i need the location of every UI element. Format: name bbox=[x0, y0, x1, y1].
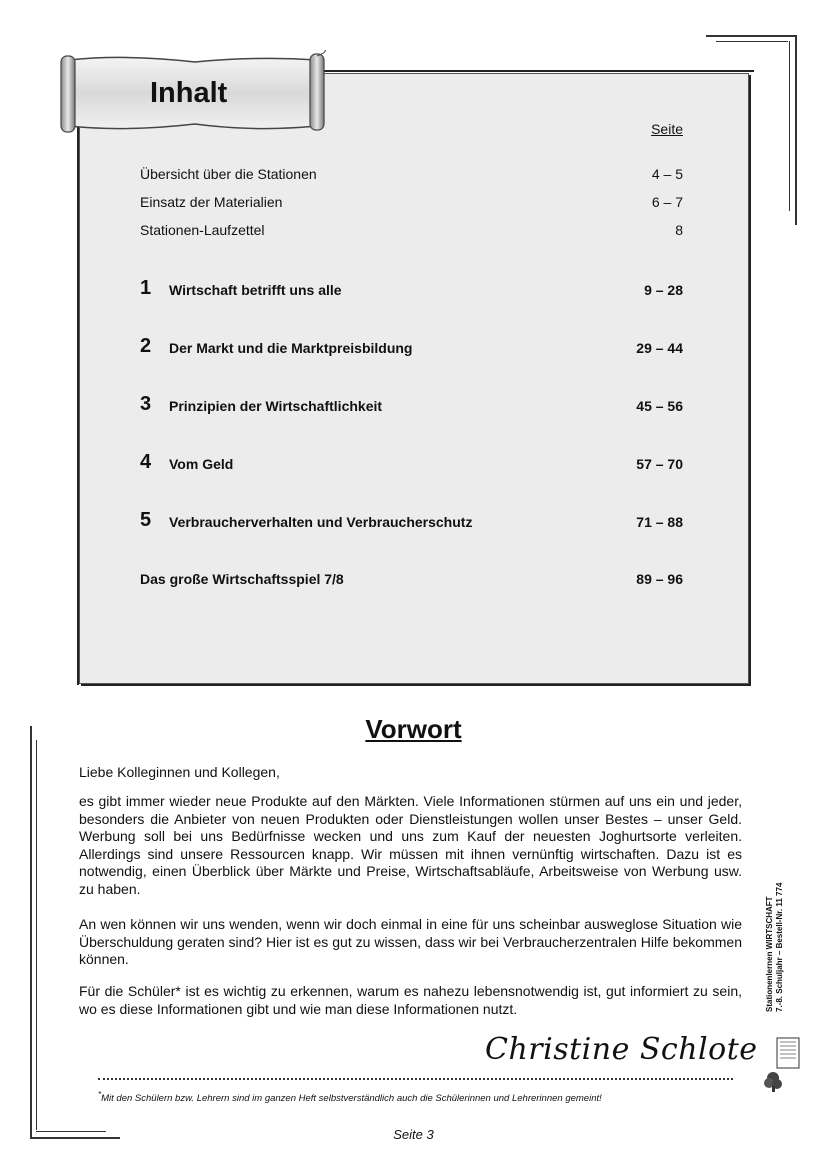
author-signature: Christine Schlote bbox=[485, 1032, 758, 1067]
side-info-line: Stationenlernen WIRTSCHAFT bbox=[765, 896, 774, 1012]
toc-item-pages: 4 – 5 bbox=[651, 166, 683, 182]
extra-title: Das große Wirtschaftsspiel 7/8 bbox=[140, 571, 344, 587]
vorwort-paragraph: An wen können wir uns wenden, wenn wir doch einmal in eine für uns scheinbar ausweglose Situation wie Überschuldung geraten sind? Hier ist es gut zu wissen, dass wir bei Verbraucherzentralen Hilfe bekommen können. bbox=[79, 916, 742, 968]
vorwort-greeting: Liebe Kolleginnen und Kollegen, bbox=[79, 764, 280, 780]
chapter-title: Vom Geld bbox=[169, 456, 234, 472]
vorwort-paragraph: es gibt immer wieder neue Produkte auf den Märkten. Viele Informationen stürmen auf uns ein und jeder, besonders die Anbieter von neuen Produkten oder Dienstleistungen wollen unser Bestes – unser Geld. Werbung soll bei uns Bedürfnisse wecken und uns zum Kauf der neuesten Joghurtsorte verleiten. Allerdings sind unsere Ressourcen knapp. Wir müssen mit ihnen vernünftig wirtschaften. Dazu ist es notwendig, einen Überblick über Märkte und Preise, Wirtschaftsabläufe, Arbeitsweise von Werbung usw. zu haben. bbox=[79, 793, 742, 897]
frame-line-left bbox=[36, 740, 37, 1130]
toc-chapter-row bbox=[140, 335, 683, 364]
footnote bbox=[98, 1090, 738, 1104]
side-info-line: 7.-8. Schuljahr – Bestell-Nr. 11 774 bbox=[775, 882, 784, 1012]
toc-chapter-row bbox=[140, 277, 683, 306]
side-publisher-info bbox=[765, 812, 801, 1012]
frame-line-top-right bbox=[716, 41, 788, 42]
toc-item-pages: 8 bbox=[675, 222, 683, 238]
page-column-header: Seite bbox=[651, 121, 683, 137]
toc-chapter-row bbox=[140, 509, 683, 538]
chapter-pages: 71 – 88 bbox=[636, 514, 683, 530]
footnote-divider bbox=[98, 1078, 733, 1080]
toc-intro-item bbox=[140, 222, 683, 242]
toc-intro-item bbox=[140, 166, 683, 186]
chapter-number: 1 bbox=[140, 277, 152, 299]
toc-intro-item bbox=[140, 194, 683, 214]
toc-item-pages: 6 – 7 bbox=[651, 194, 683, 210]
toc-item-label: Übersicht über die Stationen bbox=[140, 166, 317, 182]
footnote-marker: * bbox=[98, 1090, 102, 1099]
chapter-title: Verbraucherverhalten und Verbraucherschutz bbox=[169, 514, 473, 530]
toc-chapter-row bbox=[140, 393, 683, 422]
frame-line-top-right bbox=[706, 35, 796, 37]
frame-line-right bbox=[795, 35, 797, 225]
page-number: Seite 3 bbox=[393, 1127, 434, 1142]
toc-chapter-row bbox=[140, 451, 683, 480]
chapter-number: 3 bbox=[140, 393, 152, 415]
chapter-pages: 9 – 28 bbox=[644, 282, 683, 298]
chapter-number: 4 bbox=[140, 451, 152, 473]
extra-pages: 89 – 96 bbox=[636, 571, 683, 587]
frame-line-right bbox=[789, 41, 790, 211]
toc-extra-row bbox=[140, 571, 683, 587]
table-of-contents-box bbox=[79, 73, 749, 684]
chapter-number: 2 bbox=[140, 335, 152, 357]
chapter-pages: 45 – 56 bbox=[636, 398, 683, 414]
chapter-title: Prinzipien der Wirtschaftlichkeit bbox=[169, 398, 383, 414]
frame-line-left bbox=[30, 726, 32, 1138]
chapter-pages: 57 – 70 bbox=[636, 456, 683, 472]
publisher-logo bbox=[763, 1036, 803, 1092]
toc-item-label: Einsatz der Materialien bbox=[140, 194, 283, 210]
chapter-title: Der Markt und die Marktpreisbildung bbox=[169, 340, 413, 356]
vorwort-paragraph: Für die Schüler* ist es wichtig zu erkennen, warum es nahezu lebensnotwendig ist, gut informiert zu sein, wo es diese Informationen gibt und wie man diese Informationen nutzt. bbox=[79, 983, 742, 1017]
chapter-pages: 29 – 44 bbox=[636, 340, 683, 356]
chapter-title: Wirtschaft betrifft uns alle bbox=[169, 282, 342, 298]
vorwort-heading: Vorwort bbox=[365, 714, 462, 744]
title-banner bbox=[55, 50, 330, 136]
chapter-number: 5 bbox=[140, 509, 152, 531]
footnote-text: Mit den Schülern bzw. Lehrern sind im ganzen Heft selbstverständlich auch die Schülerinnen und Lehrerinnen gemeint! bbox=[101, 1093, 602, 1105]
toc-title: Inhalt bbox=[150, 77, 228, 109]
toc-item-label: Stationen-Laufzettel bbox=[140, 222, 265, 238]
